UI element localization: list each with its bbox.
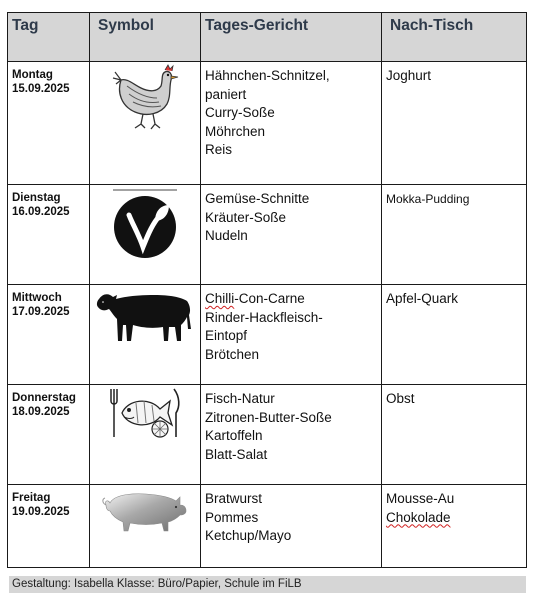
dessert-line: Chokolade [386,509,451,525]
meal-line: Hähnchen-Schnitzel, [205,68,330,83]
meal-line: Blatt-Salat [205,446,268,462]
symbol-cell [90,385,201,485]
table-row [8,285,527,385]
header-row [8,13,527,62]
meal-line: Eintopf [205,328,248,343]
table-row [8,485,527,568]
dessert-line: Apfel-Quark [386,291,459,306]
meal-cell [201,185,382,285]
meal-line: Bratwurst [205,491,263,506]
table-row [8,62,527,185]
meal-cell [201,485,382,568]
day-name: Montag [12,69,53,81]
meal-cell [201,285,382,385]
chicken-icon [107,62,183,132]
day-date: 17.09.2025 [12,306,70,318]
symbol-cell [90,485,201,568]
meal-line: Curry-Soße [205,105,275,120]
dessert-line: Joghurt [386,68,432,83]
fish-plate-icon [104,385,186,441]
cow-icon [95,285,195,347]
day-name: Freitag [12,492,51,504]
meal-line: Brötchen [205,346,260,362]
day-date: 16.09.2025 [12,206,70,218]
meal-line: paniert [205,86,247,102]
day-cell [8,285,90,385]
day-cell [8,62,90,185]
dessert-cell [382,485,527,568]
meal-line: Gemüse-Schnitte [205,191,310,206]
meal-line [205,290,377,309]
symbol-cell [90,62,201,185]
day-name: Dienstag [12,192,61,204]
header-meal: Tages-Gericht [201,13,382,62]
meal-line: Fisch-Natur [205,391,275,406]
dessert-cell [382,385,527,485]
meal-line: Reis [205,142,233,157]
meal-line: Pommes [205,509,259,525]
dessert-line: Mousse-Au [386,491,455,506]
dessert-line: Mokka-Pudding [386,192,470,206]
vegetarian-icon [105,185,185,261]
menu-table [7,12,527,568]
header-day: Tag [8,13,90,62]
meal-line: Kräuter-Soße [205,209,287,225]
day-name: Mittwoch [12,292,62,304]
meal-line: Nudeln [205,228,248,243]
meal-cell [201,385,382,485]
table-row [8,385,527,485]
meal-line: Kartoffeln [205,428,263,443]
symbol-cell [90,185,201,285]
day-cell [8,185,90,285]
meal-line: Zitronen-Butter-Soße [205,409,332,425]
pig-icon [100,485,190,535]
meal-line: Möhrchen [205,123,266,139]
day-name: Donnerstag [12,392,76,404]
meal-line: Rinder-Hackfleisch- [205,309,323,325]
header-symbol: Symbol [90,13,201,62]
dessert-cell [382,62,527,185]
footer-credit: Gestaltung: Isabella Klasse: Büro/Papier, Schule im FiLB [9,576,526,593]
meal-word-rest: -Con-Carne [234,291,305,306]
day-cell [8,385,90,485]
meal-word-misspelled: Chilli [205,291,235,306]
day-cell [8,485,90,568]
dessert-line: Obst [386,391,415,406]
meal-cell [201,62,382,185]
symbol-cell [90,285,201,385]
dessert-cell [382,285,527,385]
table-row [8,185,527,285]
day-date: 19.09.2025 [12,506,70,518]
header-dessert: Nach-Tisch [382,13,527,62]
day-date: 18.09.2025 [12,406,70,418]
day-date: 15.09.2025 [12,83,70,95]
dessert-cell [382,185,527,285]
meal-line: Ketchup/Mayo [205,528,292,543]
